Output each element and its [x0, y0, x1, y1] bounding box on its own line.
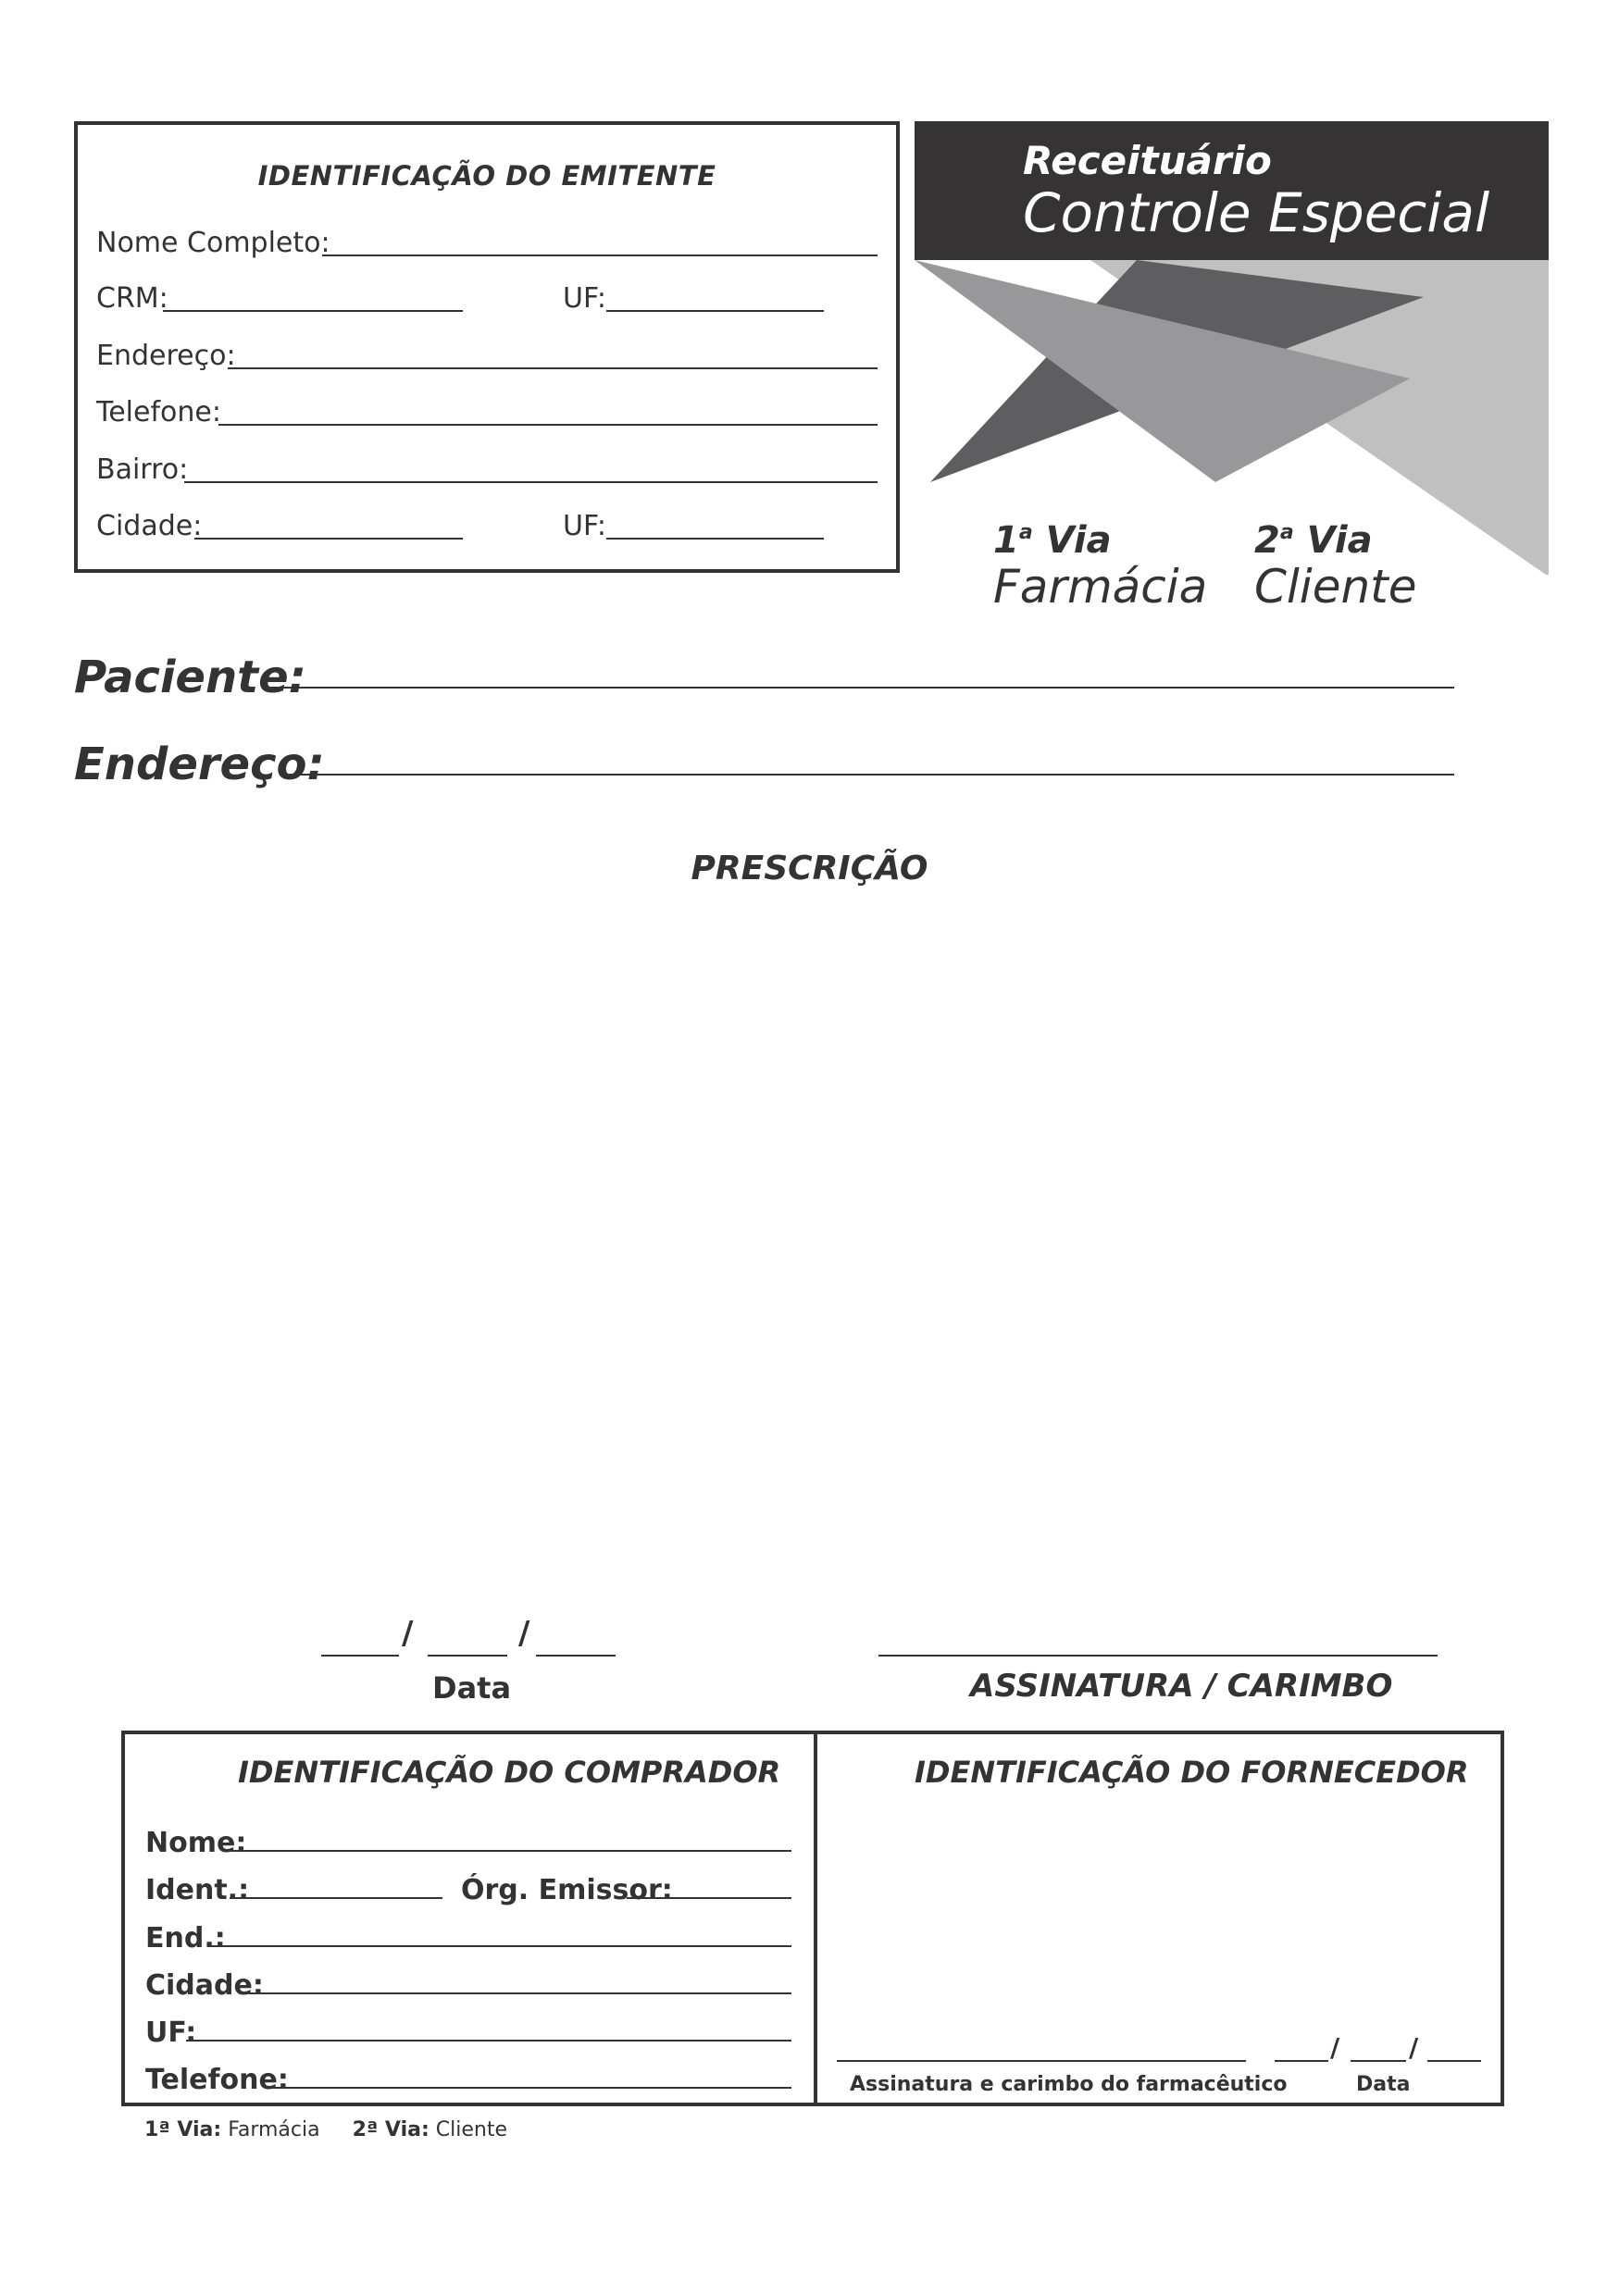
fornecedor-data-label: Data	[1356, 2073, 1411, 2096]
via2-name: Cliente	[1254, 560, 1417, 614]
footer-via2-value: Cliente	[435, 2118, 507, 2141]
via1-heading: 1$^a$ Via	[993, 519, 1112, 562]
comprador-orgao-label: Órg. Emissor:	[461, 1874, 673, 1906]
comprador-cidade-label: Cidade:	[145, 1969, 264, 2002]
bairro-label: Bairro:	[96, 453, 189, 486]
assinatura-label: ASSINATURA / CARIMBO	[970, 1668, 1393, 1705]
fornecedor-assinatura-field[interactable]	[837, 2060, 1246, 2062]
nome-completo-label: Nome Completo:	[96, 227, 330, 259]
comprador-uf-label: UF:	[145, 2017, 197, 2049]
comprador-end-field[interactable]	[208, 1945, 791, 1947]
date-slash-2: /	[518, 1615, 530, 1652]
endereco-label: Endereço:	[96, 340, 236, 372]
comprador-telefone-field[interactable]	[270, 2087, 791, 2089]
telefone-label: Telefone:	[96, 396, 221, 428]
footer-via2-label: 2ª Via:	[352, 2118, 430, 2141]
uf-label-2: UF:	[563, 510, 606, 542]
comprador-uf-field[interactable]	[186, 2040, 791, 2042]
footer-via1-value: Farmácia	[228, 2118, 320, 2141]
crm-label: CRM:	[96, 282, 168, 315]
paciente-endereco-field[interactable]	[280, 774, 1454, 776]
bottom-box	[121, 1731, 1504, 2106]
comprador-ident-label: Ident.:	[145, 1874, 250, 1906]
nome-completo-field[interactable]	[322, 254, 878, 256]
crm-field[interactable]	[163, 310, 463, 312]
uf-field-2[interactable]	[606, 538, 824, 540]
header-title-line2: Controle Especial	[1023, 181, 1490, 244]
data-label: Data	[432, 1670, 512, 1706]
comprador-title: IDENTIFICAÇÃO DO COMPRADOR	[238, 1755, 781, 1790]
comprador-telefone-label: Telefone:	[145, 2064, 289, 2096]
cidade-label: Cidade:	[96, 510, 203, 542]
endereco-field[interactable]	[228, 367, 878, 369]
prescricao-title: PRESCRIÇÃO	[691, 850, 928, 887]
footer-via1-label: 1ª Via:	[144, 2118, 222, 2141]
comprador-nome-field[interactable]	[229, 1850, 791, 1852]
uf-field-1[interactable]	[606, 310, 824, 312]
date-slash-1: /	[402, 1615, 414, 1652]
telefone-field[interactable]	[218, 424, 878, 426]
paciente-endereco-label: Endereço:	[74, 738, 325, 790]
via2-heading: 2$^a$ Via	[1254, 519, 1373, 562]
bairro-field[interactable]	[184, 481, 878, 483]
date-month-field[interactable]	[428, 1655, 507, 1657]
date-year-field[interactable]	[536, 1655, 616, 1657]
fornecedor-date-month[interactable]	[1351, 2060, 1406, 2062]
header-graphic	[915, 121, 1549, 614]
paciente-field[interactable]	[267, 687, 1454, 689]
comprador-nome-label: Nome:	[145, 1827, 247, 1859]
footer-note	[144, 2118, 507, 2141]
fornecedor-date-day[interactable]	[1275, 2060, 1328, 2062]
date-day-field[interactable]	[321, 1655, 399, 1657]
via1-name: Farmácia	[993, 560, 1208, 614]
bottom-divider	[814, 1734, 817, 2103]
emitente-box	[74, 121, 900, 573]
comprador-ident-field[interactable]	[230, 1897, 442, 1899]
fornecedor-date-year[interactable]	[1427, 2060, 1481, 2062]
uf-label-1: UF:	[563, 282, 606, 315]
emitente-title: IDENTIFICAÇÃO DO EMITENTE	[257, 160, 716, 192]
paciente-label: Paciente:	[74, 652, 306, 703]
comprador-end-label: End.:	[145, 1922, 226, 1955]
cidade-field[interactable]	[194, 538, 463, 540]
fornecedor-slash-1: /	[1330, 2032, 1340, 2063]
fornecedor-title: IDENTIFICAÇÃO DO FORNECEDOR	[915, 1755, 1469, 1790]
assinatura-field[interactable]	[878, 1655, 1438, 1657]
comprador-cidade-field[interactable]	[243, 1992, 791, 1994]
fornecedor-assinatura-label: Assinatura e carimbo do farmacêutico	[850, 2073, 1288, 2096]
fornecedor-slash-2: /	[1409, 2032, 1419, 2063]
header-title-line1: Receituário	[1023, 138, 1272, 183]
comprador-orgao-field[interactable]	[627, 1897, 791, 1899]
